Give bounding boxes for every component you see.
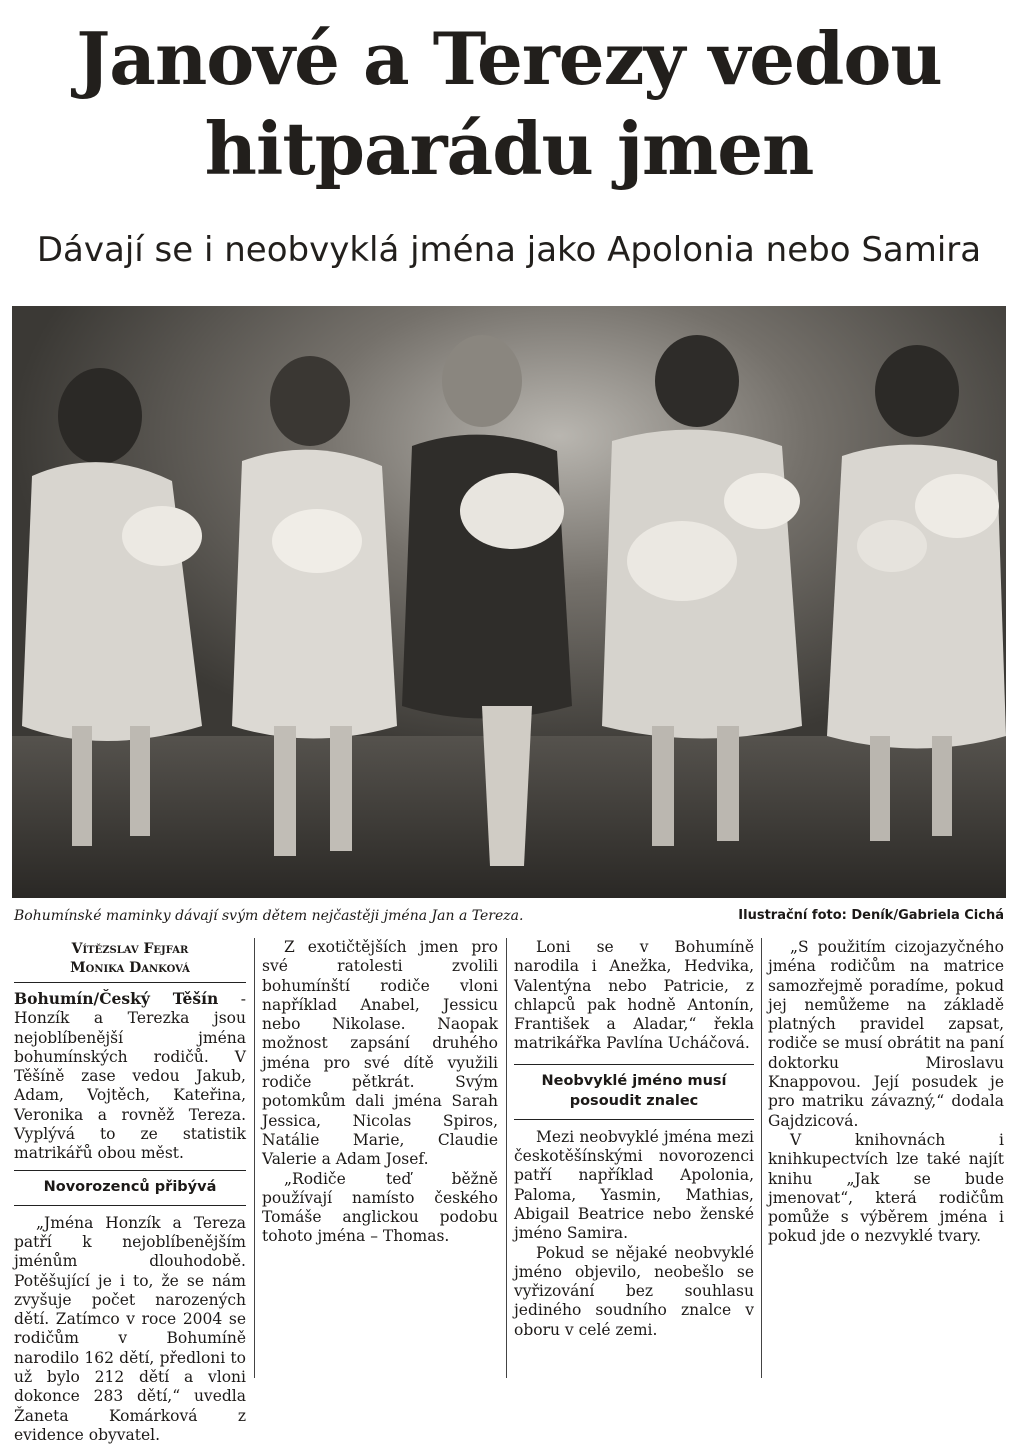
section-heading: Neobvyklé jméno musí posoudit znalec [541, 1072, 727, 1109]
divider [514, 1119, 754, 1120]
dateline: Bohumín/Český Těšín [14, 989, 219, 1008]
paragraph: „Jména Honzík a Tereza patří k nejoblíbenějším jménům dlouhodobě. Potěšující je i to, že se nám zvyšuje počet narozených dětí. Zatímco v roce 2004 se rodičům v Bohumíně narodilo 162 dětí, předloni to už bylo 212 dětí a vloni dokonce 283 dětí,“ uvedla Žaneta Komárková z evidence obyvatel. [14, 1213, 246, 1444]
divider [14, 1205, 246, 1206]
article-column-3 [514, 938, 754, 1378]
article-column-4 [768, 938, 1004, 1378]
section-heading: Novorozenců přibývá [43, 1178, 217, 1195]
paragraph: Z exotičtějších jmen pro své ratolesti zvolili bohumínští rodiče vloni například Anabel, Jessicu nebo Nikolase. Naopak možnost zapsání druhého jména pro své dítě využili rodiče pětkrát. Svým potomkům dali jména Sarah Jessica, Nicolas Spiros, Natálie Marie, Claudie Valerie a Adam Josef. [262, 938, 498, 1169]
article-column-1 [14, 938, 246, 1444]
photo-caption-bar [14, 904, 1004, 928]
paragraph: V knihovnách i knihkupectvích lze také najít knihu „Jak se bude jmenovat“, která rodičům pomůže s výběrem jména i pokud jde o nezvyklé tvary. [768, 1130, 1004, 1246]
column-divider [761, 938, 762, 1378]
paragraph: „S použitím cizojazyčného jména rodičům na matrice samozřejmě poradíme, pokud jej nemůžeme na základě platných pravidel zapsat, rodiče se musí obrátit na paní doktorku Miroslavu Knappovou. Její posudek je pro matriku závazný,“ dodala Gajdzicová. [768, 938, 1004, 1130]
lead-paragraph [14, 983, 246, 1164]
paragraph: Pokud se nějaké neobvyklé jméno objevilo, neobešlo se vyřizování bez souhlasu jediného soudního znalce v oboru v celé zemi. [514, 1243, 754, 1339]
subheadline: Dávají se i neobvyklá jména jako Apolonia nebo Samira [36, 230, 982, 270]
article-column-2 [262, 938, 498, 1378]
photo-caption: Bohumínské maminky dávají svým dětem nejčastěji jména Jan a Tereza. [14, 908, 524, 924]
author-name: Vítězslav Fejfar [71, 941, 189, 957]
author-name: Monika Danková [70, 960, 190, 976]
photo-credit: Ilustrační foto: Deník/Gabriela Cichá [738, 908, 1004, 923]
photo [12, 306, 1006, 898]
photo-illustration [12, 306, 1006, 898]
paragraph: „Rodiče teď běžně používají namísto českého Tomáše anglickou podobu tohoto jména – Thomas. [262, 1169, 498, 1246]
byline [14, 938, 246, 982]
column-divider [506, 938, 507, 1378]
column-divider [254, 938, 255, 1378]
lead-text: - Honzík a Terezka jsou nejoblíbenější jména bohumínských rodičů. V Těšíně zase vedou Jakub, Adam, Vojtěch, Kateřina, Veronika a rovněž Tereza. Vyplývá to ze statistik matrikářů obou měst. [14, 990, 246, 1163]
paragraph: Loni se v Bohumíně narodila i Anežka, Hedvika, Valentýna nebo Patricie, z chlapců pak hodně Antonín, František a Aladar,“ řekla matrikářka Pavlína Ucháčová. [514, 938, 754, 1053]
headline: Janové a Terezy vedou hitparádu jmen [76, 16, 942, 191]
paragraph: Mezi neobvyklé jména mezi českotěšínskými novorozenci patří například Apolonia, Paloma, Yasmin, Mathias, Abigail Beatrice nebo ženské jméno Samira. [514, 1127, 754, 1243]
